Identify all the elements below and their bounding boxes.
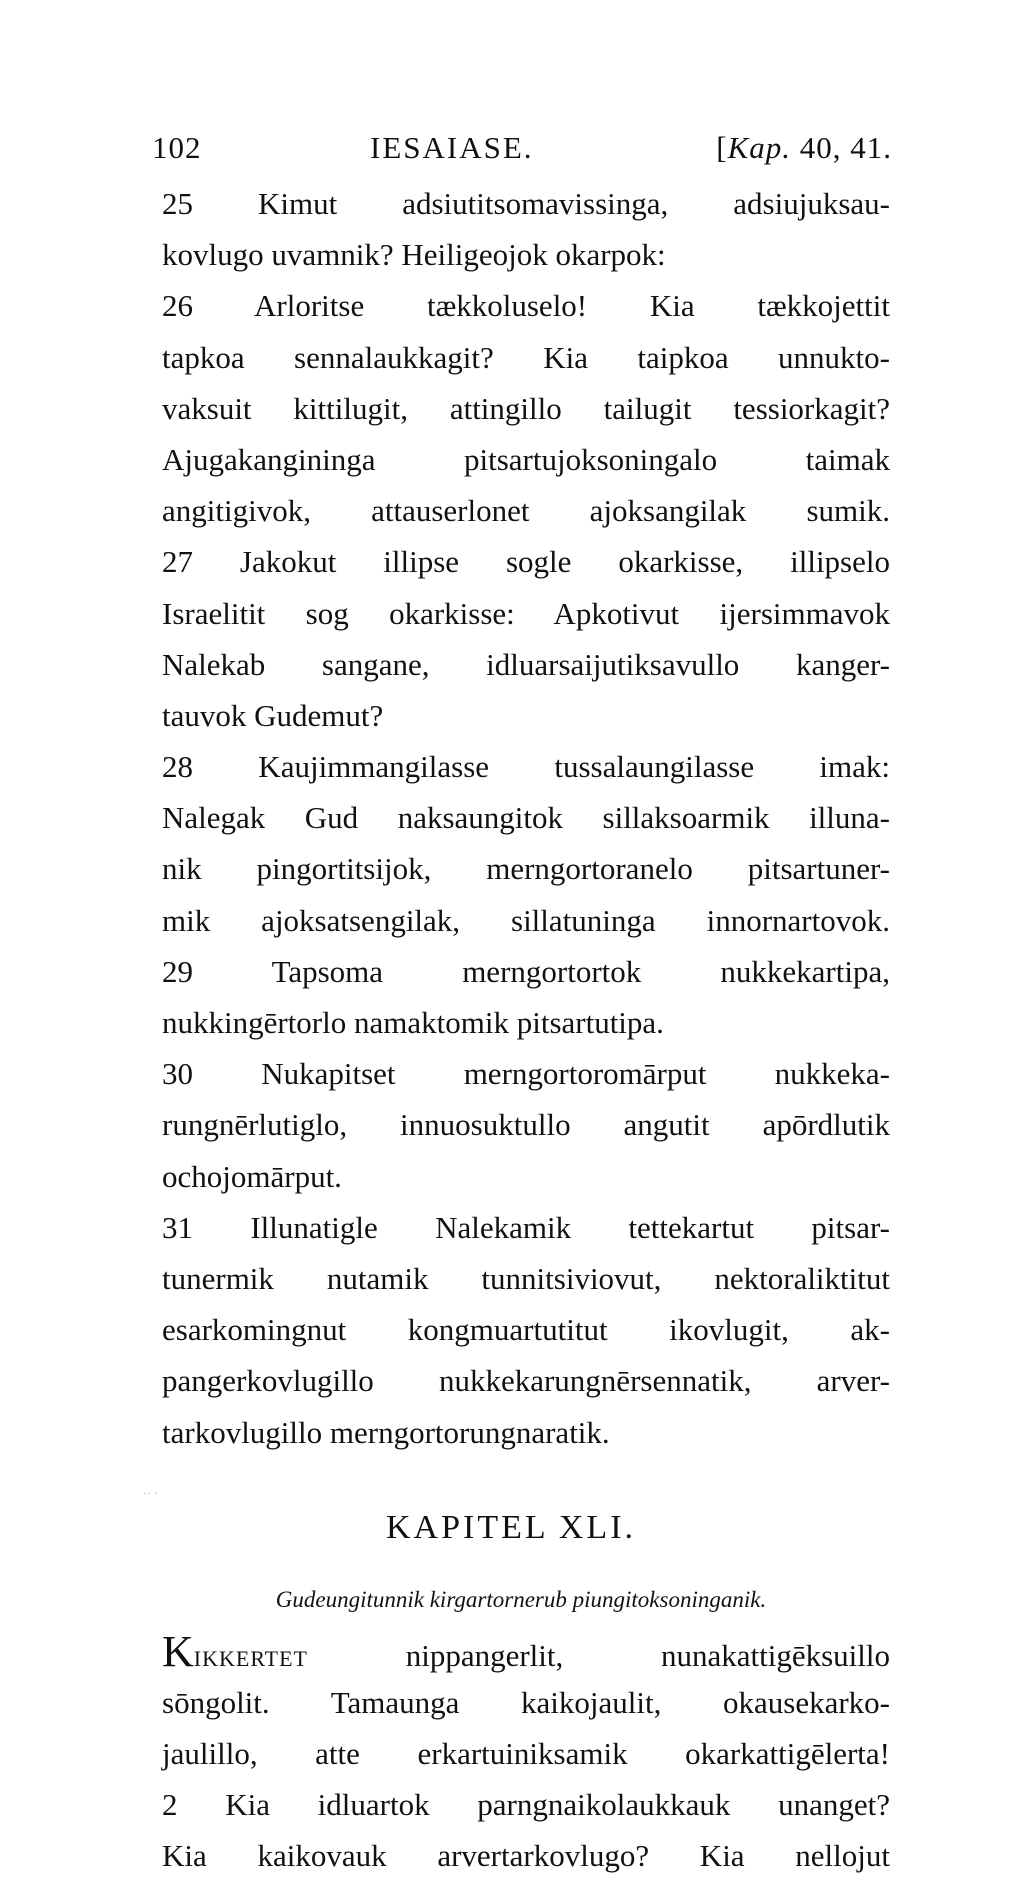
text-line: Nalekab sangane, idluarsaijutiksavullo kanger- — [162, 646, 890, 682]
text-line: angitigivok, attauserlonet ajoksangilak sumik. — [162, 493, 890, 529]
text-line: vaksuit kittilugit, attingillo tailugit tessiorkagit? — [162, 390, 890, 426]
chapter-summary: Gudeungitunnik kirgartornerub piungitoksoninganik. — [275, 1586, 767, 1612]
text-line: sōngolit. Tamaunga kaikojaulit, okausekarko- — [162, 1684, 890, 1720]
text-line: esarkomingnut kongmuartutitut ikovlugit, ak- — [162, 1312, 890, 1348]
text-line: nukkingērtorlo namaktomik pitsartutipa. — [162, 1005, 664, 1040]
text-body — [162, 178, 890, 1882]
chapter-ref-numbers: 40, 41. — [791, 130, 892, 165]
first-line-rest: nippangerlit, nunakattigēksuillo — [308, 1637, 890, 1673]
book-title: IESAIASE. — [370, 130, 534, 165]
first-line — [162, 1626, 890, 1677]
text-line: 31 Illunatigle Nalekamik tettekartut pitsar- — [162, 1209, 890, 1245]
text-line: 25 Kimut adsiutitsomavissinga, adsiujuksau- — [162, 186, 890, 221]
text-line: 28 Kaujimmangilasse tussalaungilasse imak: — [162, 749, 890, 785]
text-line: rungnērlutiglo, innuosuktullo angutit apōrdlutik — [162, 1107, 890, 1143]
text-line: Israelitit sog okarkisse: Apkotivut ijersimmavok — [162, 595, 890, 631]
chapter-reference — [716, 130, 892, 166]
text-line: nik pingortitsijok, merngortoranelo pitsartuner- — [162, 851, 890, 887]
text-line: jaulillo, atte erkartuiniksamik okarkattigēlerta! — [162, 1736, 890, 1772]
text-line: tauvok Gudemut? — [162, 697, 384, 733]
text-line: 27 Jakokut illipse sogle okarkisse, illipselo — [162, 544, 890, 580]
text-line: tapkoa sennalaukkagit? Kia taipkoa unnukto- — [162, 339, 890, 375]
small-caps-word: IKKERTET — [193, 1645, 308, 1671]
chapter-heading: KAPITEL XLI. — [385, 1508, 637, 1546]
text-line: pangerkovlugillo nukkekarungnērsennatik, arver- — [162, 1363, 890, 1399]
text-line: Ajugakangininga pitsartujoksoningalo taimak — [162, 441, 890, 477]
running-header — [152, 130, 892, 176]
text-line: mik ajoksatsengilak, sillatuninga innornartovok. — [162, 902, 890, 938]
page-number: 102 — [152, 130, 202, 165]
text-line: ochojomārput. — [162, 1158, 342, 1194]
text-line: kovlugo uvamnik? Heiligeojok okarpok: — [162, 237, 666, 273]
text-line: 30 Nukapitset merngortoromārput nukkeka- — [162, 1056, 890, 1092]
text-line: tarkovlugillo merngortorungnaratik. — [162, 1414, 610, 1450]
text-line: 2 Kia idluartok parngnaikolaukkauk unanget? — [162, 1787, 890, 1823]
text-line: Kia kaikovauk arvertarkovlugo? Kia nellojut — [162, 1838, 890, 1874]
text-line: 29 Tapsoma merngortortok nukkekartipa, — [162, 953, 890, 989]
drop-letter: K — [162, 1626, 194, 1676]
text-line: Nalegak Gud naksaungitok sillaksoarmik illuna- — [162, 800, 890, 836]
text-line: tunermik nutamik tunnitsiviovut, nektoraliktitut — [162, 1260, 890, 1296]
bracket: [ — [716, 130, 728, 165]
chapter-ref-italic: Kap. — [727, 130, 791, 165]
print-speck: ·· · — [143, 1486, 158, 1500]
text-line: 26 Arloritse tækkoluselo! Kia tækkojettit — [162, 288, 890, 324]
